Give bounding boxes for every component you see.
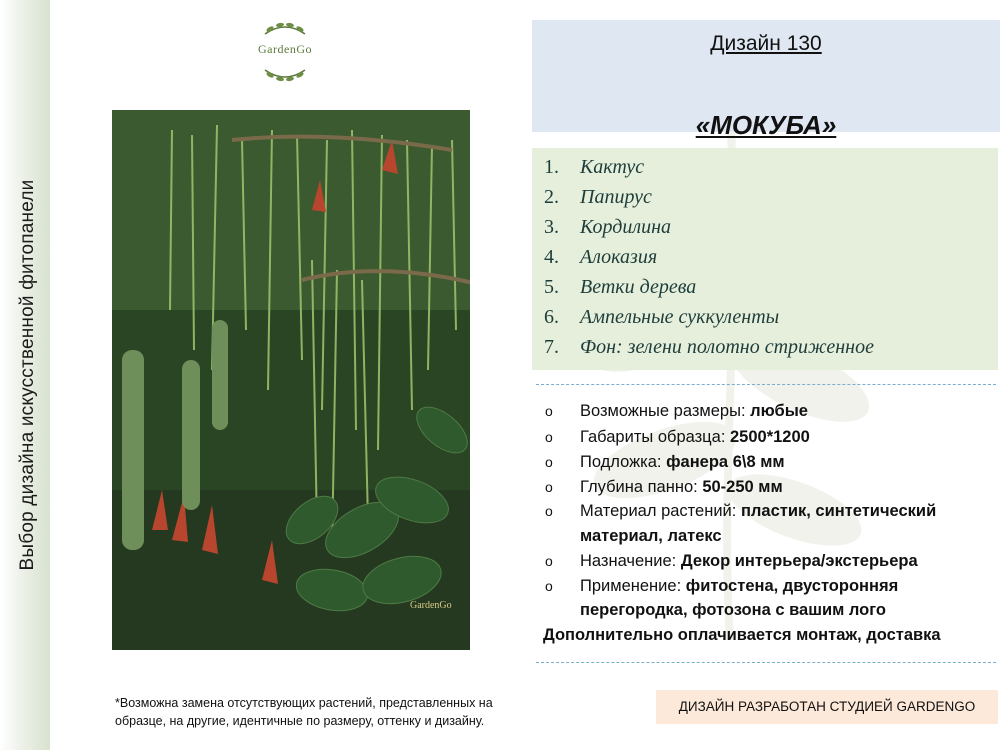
extra-note: Дополнительно оплачивается монтаж, доставка (543, 626, 941, 644)
list-item: 5. Ветки дерева (544, 276, 697, 298)
footnote: *Возможна замена отсутствующих растений, представленных на образце, на другие, идентичные по размеру, оттенку и дизайну. (115, 696, 493, 728)
plant-wall-illustration (112, 110, 470, 650)
studio-credit: ДИЗАЙН РАЗРАБОТАН СТУДИЕЙ GARDENGO (656, 690, 998, 724)
gardengo-logo (240, 20, 330, 84)
divider-bottom (536, 662, 996, 663)
design-number: Дизайн 130 (710, 32, 822, 55)
plants-list (532, 148, 998, 370)
list-item: 7. Фон: зелени полотно стриженное (544, 336, 874, 358)
design-header (532, 20, 1000, 140)
side-title: Выбор дизайна искусственной фитопанели (17, 179, 38, 571)
list-item: 4. Алоказия (544, 246, 658, 268)
list-item: 6. Ампельные суккуленты (544, 306, 780, 328)
divider-top (536, 384, 996, 385)
list-item: 2. Папирус (544, 186, 652, 208)
plant-wall-photo (112, 110, 470, 650)
logo-text: GardenGo (258, 42, 312, 56)
list-item: 1. Кактус (544, 156, 645, 178)
photo-watermark: GardenGo (410, 600, 452, 611)
list-item: 3. Кордилина (544, 216, 672, 238)
design-name: «МОКУБА» (695, 110, 837, 140)
